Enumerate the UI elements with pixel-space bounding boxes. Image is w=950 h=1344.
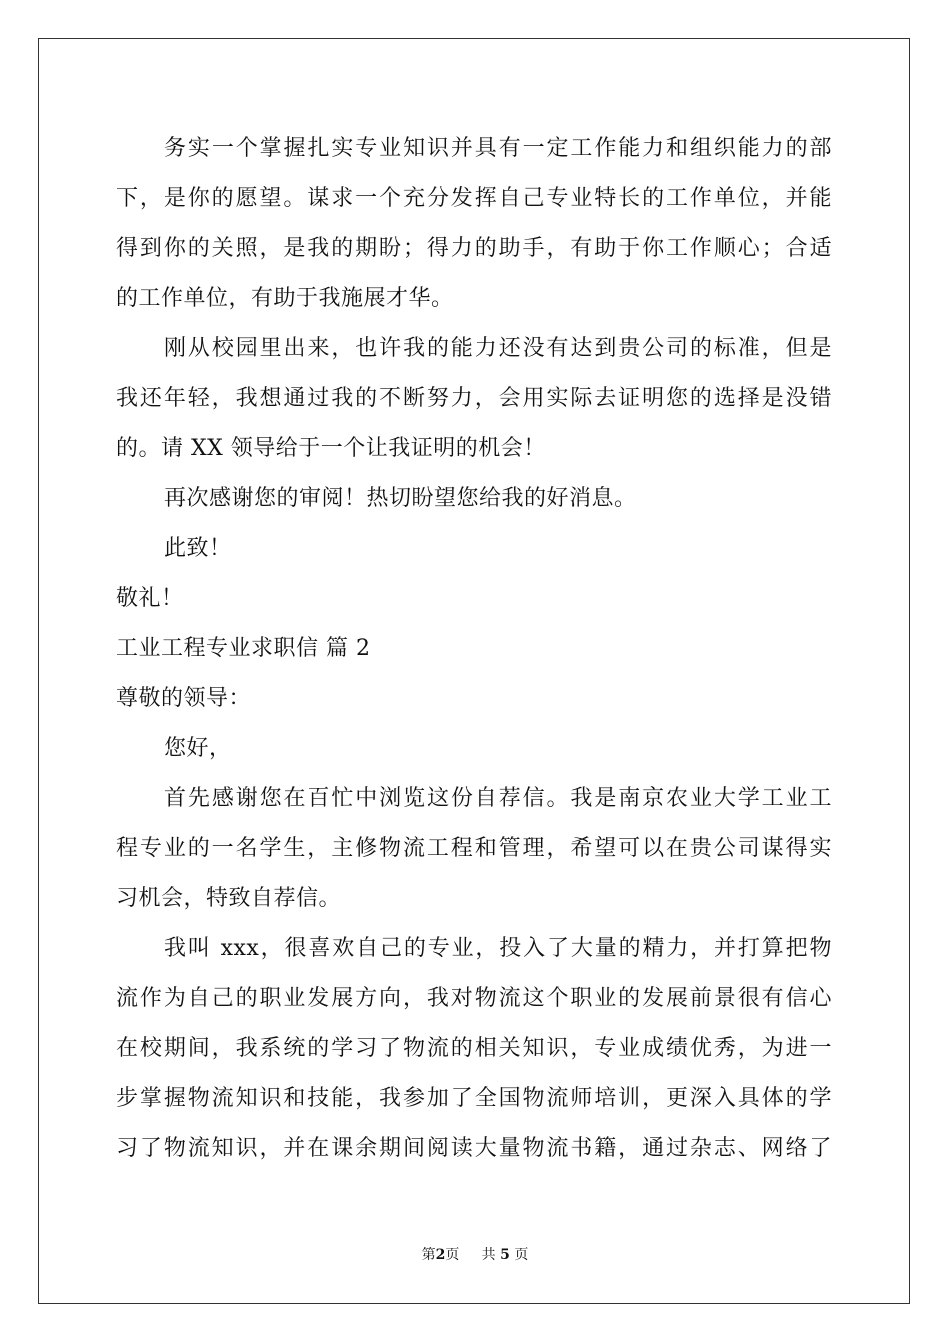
paragraph-line: 首先感谢您在百忙中浏览这份自荐信。我是南京农业大学工业工 xyxy=(164,786,832,811)
paragraph-line: 的工作单位，有助于我施展才华。 xyxy=(116,286,454,311)
paragraph-line: 程专业的一名学生，主修物流工程和管理，希望可以在贵公司谋得实 xyxy=(116,836,832,861)
paragraph-line: 步掌握物流知识和技能，我参加了全国物流师培训，更深入具体的学 xyxy=(116,1086,832,1111)
paragraph-line: 的。请 XX 领导给于一个让我证明的机会！ xyxy=(116,436,546,461)
closing-line: 此致！ xyxy=(164,536,232,561)
paragraph-line: 流作为自己的职业发展方向，我对物流这个职业的发展前景很有信心 xyxy=(116,986,832,1011)
paragraph-line: 习了物流知识，并在课余期间阅读大量物流书籍，通过杂志、网络了 xyxy=(116,1136,832,1161)
paragraph-line: 务实一个掌握扎实专业知识并具有一定工作能力和组织能力的部 xyxy=(164,136,832,161)
page-footer xyxy=(0,1246,950,1264)
paragraph-line: 习机会，特致自荐信。 xyxy=(116,886,342,911)
section-heading: 工业工程专业求职信 篇 2 xyxy=(116,636,371,661)
paragraph-line: 我叫 xxx，很喜欢自己的专业，投入了大量的精力，并打算把物 xyxy=(164,936,832,961)
salutation-line: 敬礼！ xyxy=(116,586,184,611)
total-pages: 共 5 页 xyxy=(481,1247,529,1263)
paragraph-line: 在校期间，我系统的学习了物流的相关知识，专业成绩优秀，为进一 xyxy=(116,1036,832,1061)
page-number: 第2页 xyxy=(421,1247,460,1263)
page-border xyxy=(38,38,910,1304)
paragraph-line: 刚从校园里出来，也许我的能力还没有达到贵公司的标准，但是 xyxy=(164,336,832,361)
paragraph-line: 我还年轻，我想通过我的不断努力，会用实际去证明您的选择是没错 xyxy=(116,386,832,411)
paragraph-line: 下，是你的愿望。谋求一个充分发挥自己专业特长的工作单位，并能 xyxy=(116,186,832,211)
paragraph-line: 得到你的关照，是我的期盼；得力的助手，有助于你工作顺心；合适 xyxy=(116,236,832,261)
paragraph-line: 再次感谢您的审阅！热切盼望您给我的好消息。 xyxy=(164,486,637,511)
greeting-line: 您好， xyxy=(164,736,232,761)
greeting-line: 尊敬的领导： xyxy=(116,686,252,711)
